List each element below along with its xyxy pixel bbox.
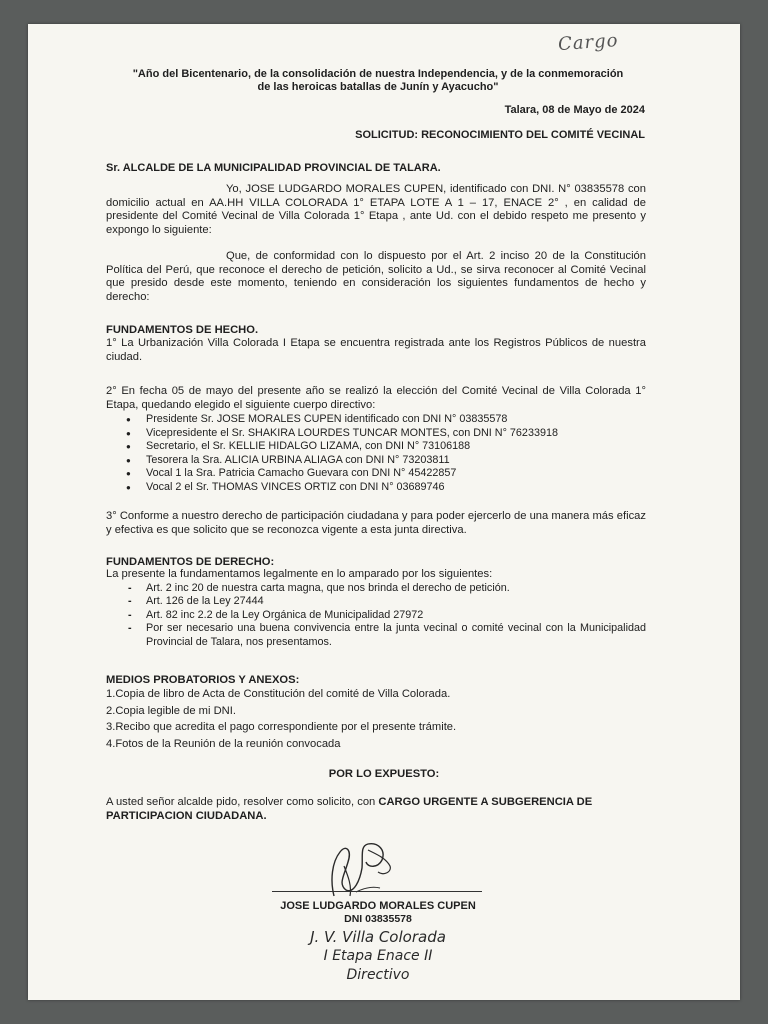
closing-title: POR LO EXPUESTO:: [328, 768, 440, 780]
hechos-point-3: 3° Conforme a nuestro derecho de participación ciudadana y para poder ejercerlo de una manera más eficaz y efectiva es que solicito que se reconozca vigente a esta junta directiva.: [106, 510, 646, 536]
hechos-point-2: 2° En fecha 05 de mayo del presente año se realizó la elección del Comité Vecinal de Villa Colorada 1° Etapa, quedando elegido el siguiente cuerpo directivo:: [106, 385, 646, 411]
addressee: Sr. ALCALDE DE LA MUNICIPALIDAD PROVINCIAL DE TALARA.: [106, 162, 441, 174]
list-item: - Art. 82 inc 2.2 de la Ley Orgánica de Municipalidad 27972: [106, 609, 646, 623]
derecho-title: FUNDAMENTOS DE DERECHO:: [106, 556, 275, 568]
list-item: - Art. 126 de la Ley 27444: [106, 595, 646, 609]
petition-paragraph: Que, de conformidad con lo dispuesto por el Art. 2 inciso 20 de la Constitución Política del Perú, que reconoce el derecho de petición, solicito a Ud., se sirva reconocer al Comité Vecinal que presido desde este momento, teniendo en consideración los siguientes fundamentos de hecho y derecho:: [106, 250, 646, 303]
list-item: - Art. 2 inc 20 de nuestra carta magna, que nos brinda el derecho de petición.: [106, 582, 646, 596]
derecho-section: [106, 556, 646, 649]
list-item: 3.Recibo que acredita el pago correspondiente por el presente trámite.: [106, 721, 457, 733]
handwritten-signature: [316, 832, 426, 900]
stamp-line-3: Directivo: [346, 967, 410, 983]
year-motto-line2: de las heroicas batallas de Junín y Ayacucho": [257, 81, 499, 93]
directive-members-list: [106, 413, 646, 494]
list-item: 2.Copia legible de mi DNI.: [106, 704, 236, 717]
list-item: ● Secretario, el Sr. KELLIE HIDALGO LIZAMA, con DNI N° 73106188: [106, 440, 646, 454]
closing-request: A usted señor alcalde pido, resolver como solicito, con CARGO URGENTE A SUBGERENCIA DE PARTICIPACION CIUDADANA.: [106, 796, 593, 822]
list-item: 4.Fotos de la Reunión de la reunión convocada: [106, 737, 341, 750]
year-motto-line1: "Año del Bicentenario, de la consolidación de nuestra Independencia, y de la conmemoración: [132, 68, 624, 80]
list-item: ● Vicepresidente el Sr. SHAKIRA LOURDES TUNCAR MONTES, con DNI N° 76233918: [106, 427, 646, 441]
list-item: ● Tesorera la Sra. ALICIA URBINA ALIAGA con DNI N° 73203811: [106, 454, 646, 468]
signer-block: [268, 900, 488, 925]
cargo-stamp: Cargo: [557, 29, 620, 56]
hechos-point-1: 1° La Urbanización Villa Colorada I Etapa se encuentra registrada ante los Registros Públicos de nuestra ciudad.: [106, 337, 646, 363]
hechos-section: [106, 324, 646, 537]
document-page: [28, 24, 740, 1000]
list-item: - Por ser necesario una buena convivencia entre la junta vecinal o comité vecinal con la Municipalidad Provincial de Talara, nos presentamos.: [106, 622, 646, 649]
list-item: ● Vocal 1 la Sra. Patricia Camacho Guevara con DNI N° 45422857: [106, 467, 646, 481]
document-date: Talara, 08 de Mayo de 2024: [504, 104, 645, 116]
stamp-line-2: I Etapa Enace II: [323, 948, 433, 964]
committee-stamp: [248, 928, 508, 985]
list-item: ● Presidente Sr. JOSE MORALES CUPEN identificado con DNI N° 03835578: [106, 413, 646, 427]
document-subject: SOLICITUD: RECONOCIMIENTO DEL COMITÉ VECINAL: [355, 129, 645, 141]
anexos-title: MEDIOS PROBATORIOS Y ANEXOS:: [106, 674, 300, 686]
stamp-line-1: J. V. Villa Colorada: [310, 928, 446, 946]
list-item: 1.Copia de libro de Acta de Constitución del comité de Villa Colorada.: [106, 688, 451, 700]
signature-line: [272, 891, 482, 892]
list-item: ● Vocal 2 el Sr. THOMAS VINCES ORTIZ con DNI N° 03689746: [106, 481, 646, 495]
signer-name: JOSE LUDGARDO MORALES CUPEN: [280, 900, 476, 912]
legal-basis-list: [106, 582, 646, 650]
hechos-title: FUNDAMENTOS DE HECHO.: [106, 324, 259, 336]
year-motto: [98, 68, 658, 94]
intro-paragraph: Yo, JOSE LUDGARDO MORALES CUPEN, identificado con DNI. N° 03835578 con domicilio actual en AA.HH VILLA COLORADA 1° ETAPA LOTE A 1 – 17, ENACE 2° , en calidad de presidente del Comité Vecinal de Villa Colorada 1° Etapa , ante Ud. con el debido respeto me presento y expongo lo siguiente:: [106, 183, 646, 236]
anexos-section: [106, 674, 646, 751]
signer-dni: DNI 03835578: [344, 913, 412, 925]
derecho-intro: La presente la fundamentamos legalmente en lo amparado por los siguientes:: [106, 568, 493, 580]
